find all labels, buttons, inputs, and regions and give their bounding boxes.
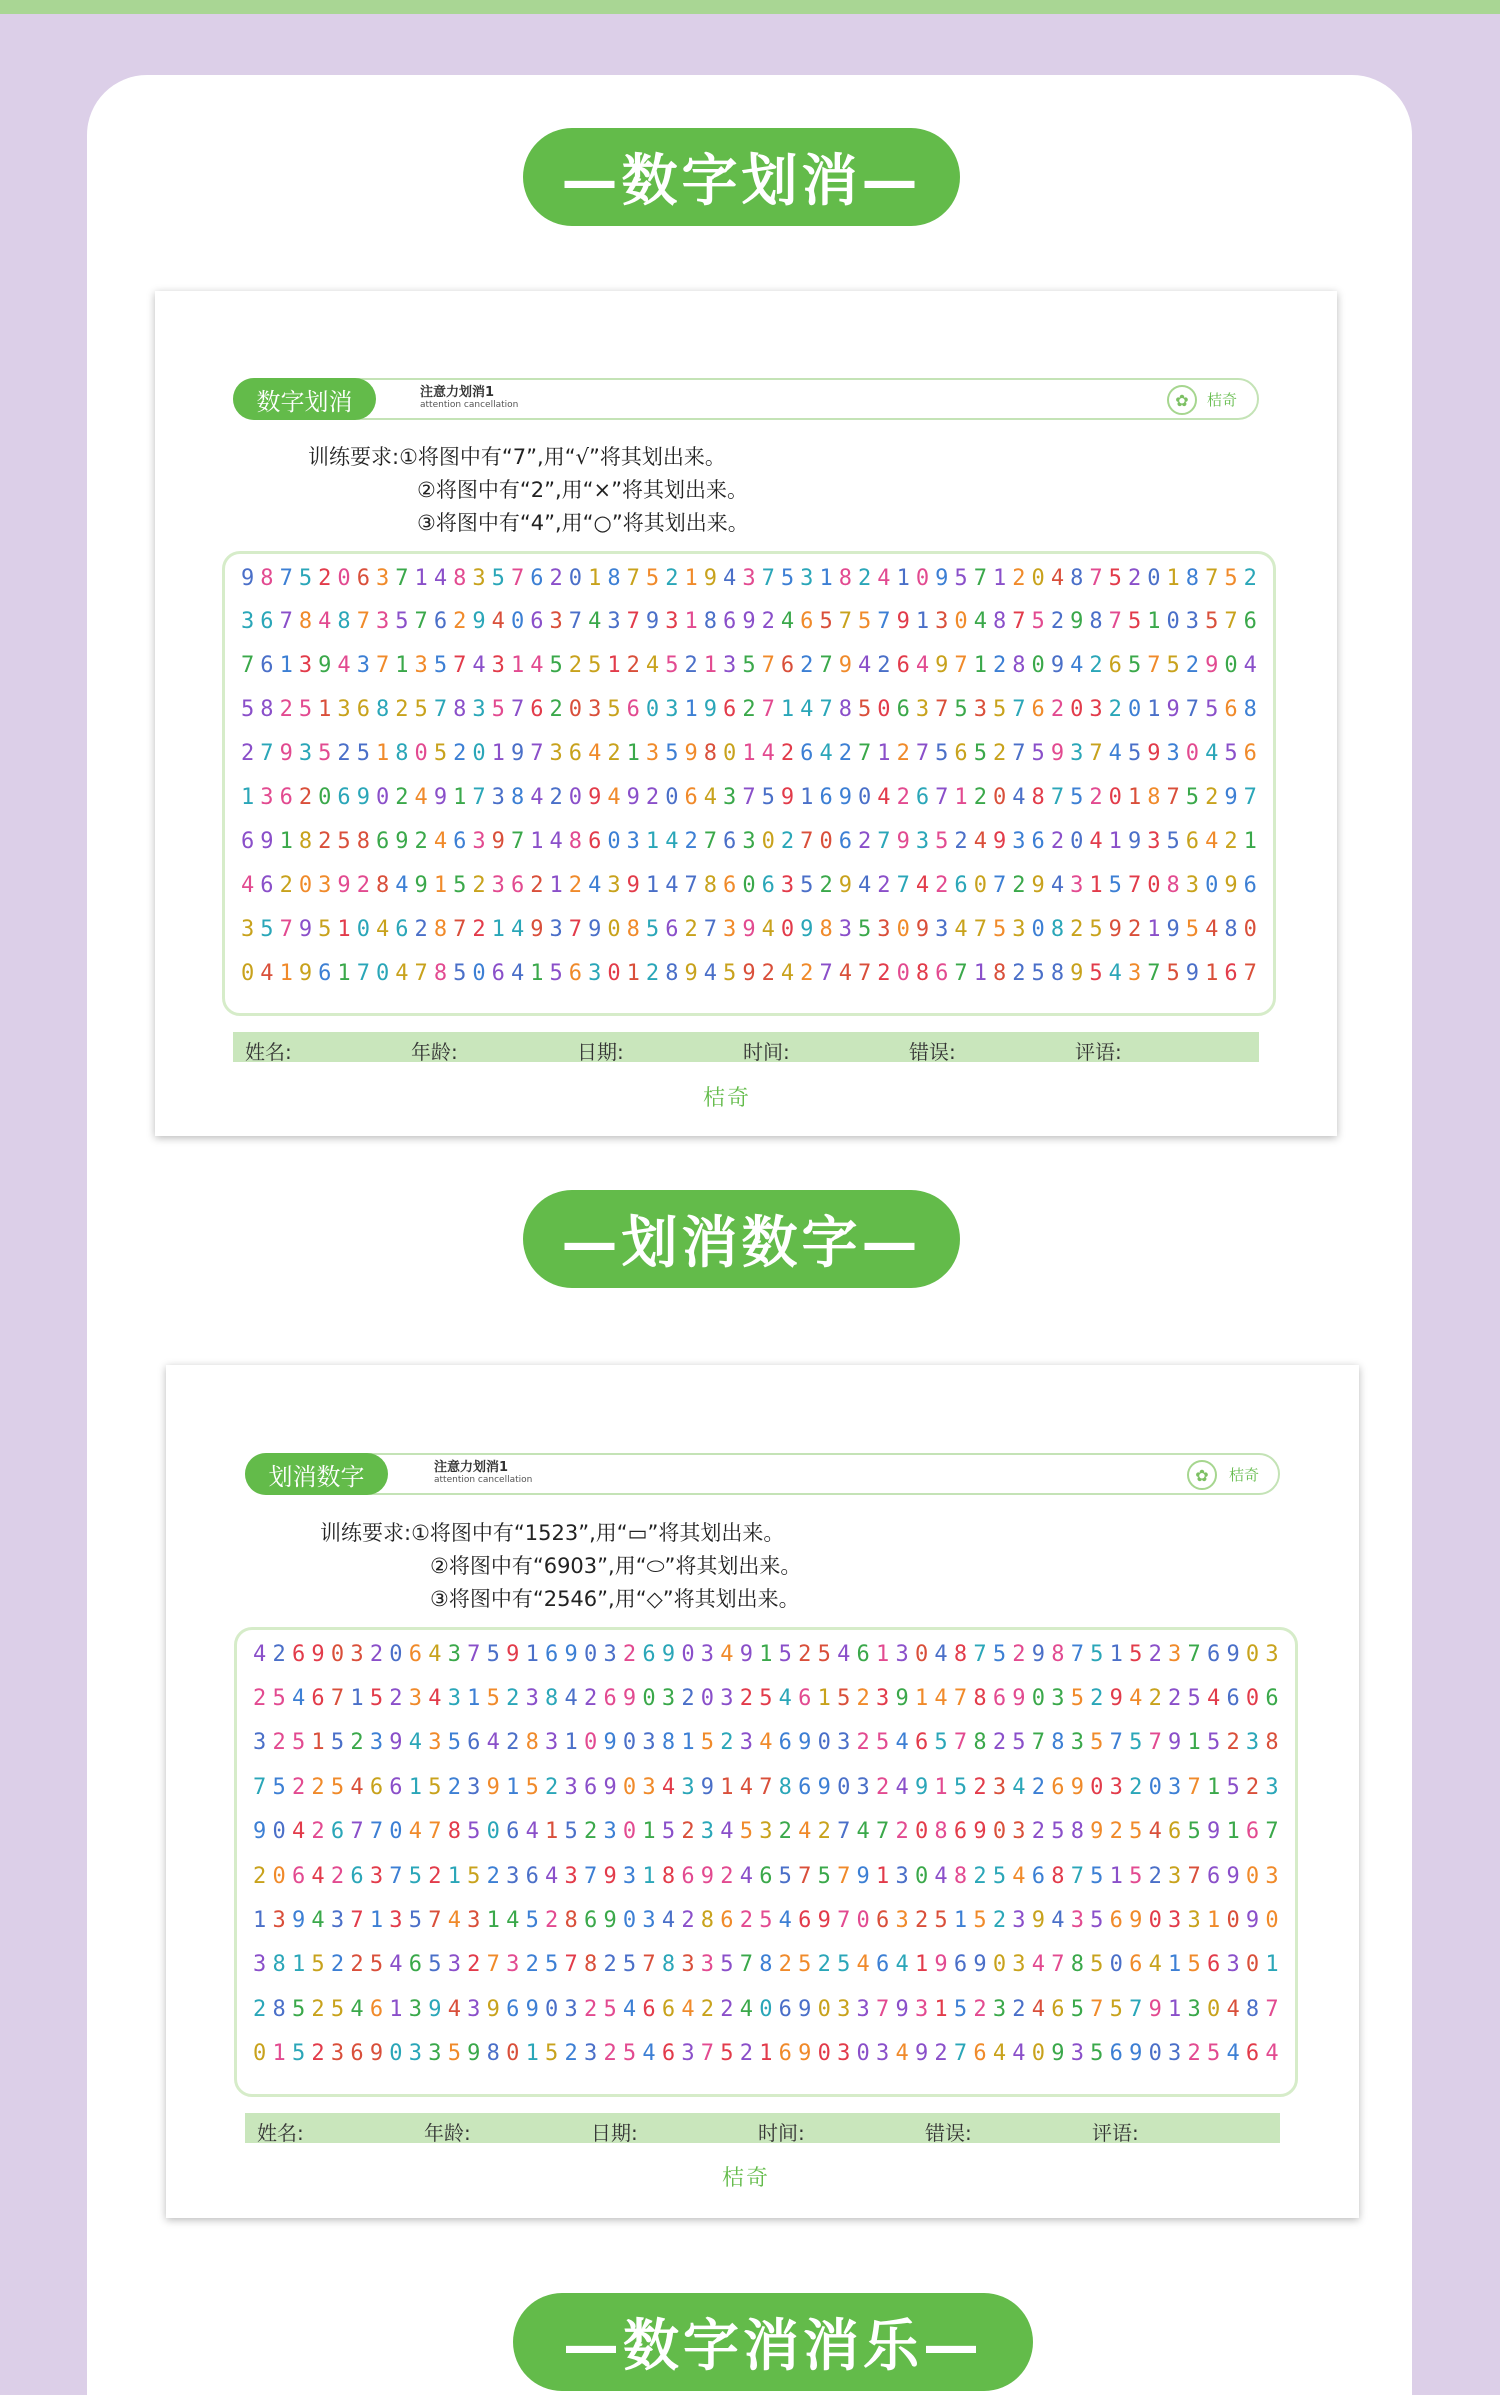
worksheet-subtitle-en: attention cancellation (434, 1475, 533, 1485)
digit-row: 9 8 7 5 2 0 6 3 7 1 4 8 3 5 7 6 2 0 1 8 7 5 2 1 9 4 3 7 5 3 1 8 2 4 1 0 9 5 7 1 2 0 4 8 7 5 2 0 1 8 7 5 2 (241, 565, 1257, 591)
footer-date-label: 日期: (577, 1040, 624, 1064)
footer-date-label: 日期: (591, 2121, 638, 2145)
digit-row: 1 3 9 4 3 7 1 3 5 7 4 3 1 4 5 2 8 6 9 0 3 4 2 8 6 2 5 4 6 9 7 0 6 3 2 5 1 5 2 3 9 4 3 5 6 9 0 3 3 1 0 9 0 (253, 1907, 1279, 1933)
requirement-line: ②将图中有“2”,用“×”将其划出来。 (417, 478, 748, 502)
footer-name-label: 姓名: (257, 2121, 304, 2145)
worksheet-1 (155, 291, 1337, 1136)
worksheet-2 (166, 1365, 1359, 2218)
requirement-line: 训练要求:①将图中有“1523”,用“▭”将其划出来。 (320, 1521, 785, 1545)
requirement-line: ②将图中有“6903”,用“⬭”将其划出来。 (430, 1554, 802, 1578)
digit-grid (234, 1627, 1298, 2097)
digit-row: 2 5 4 6 7 1 5 2 3 4 3 1 5 2 3 8 4 2 6 9 0 3 2 0 3 2 5 4 6 1 5 2 3 9 1 4 7 8 6 9 0 3 5 2 9 4 2 2 5 4 6 0 6 (253, 1685, 1279, 1711)
digit-row: 4 2 6 9 0 3 2 0 6 4 3 7 5 9 1 6 9 0 3 2 6 9 0 3 4 9 1 5 2 5 4 6 1 3 0 4 8 7 5 2 9 8 7 5 1 5 2 3 7 6 9 0 3 (253, 1641, 1279, 1667)
bottom-brand-logo: 桔奇 (703, 1086, 752, 1111)
worksheet-header (233, 378, 1259, 420)
footer-age-label: 年龄: (424, 2121, 471, 2145)
footer-comment-label: 评语: (1075, 1040, 1122, 1064)
digit-row: 3 6 7 8 4 8 7 3 5 7 6 2 9 4 0 6 3 7 4 3 7 9 3 1 8 6 9 2 4 6 5 7 5 7 9 1 3 0 4 8 7 5 2 9 8 7 5 1 0 3 5 7 6 (241, 609, 1257, 635)
footer-errors-label: 错误: (925, 2121, 972, 2145)
worksheet-subtitle: 注意力划消1 (434, 1460, 509, 1475)
footer-age-label: 年龄: (411, 1040, 458, 1064)
score-footer (245, 2113, 1280, 2143)
worksheet-subtitle: 注意力划消1 (420, 385, 495, 400)
digit-row: 7 5 2 2 5 4 6 6 1 5 2 3 9 1 5 2 3 6 9 0 3 4 3 9 1 4 7 8 6 9 0 3 2 4 9 1 5 2 3 4 2 6 9 0 3 2 0 3 7 1 5 2 3 (253, 1774, 1279, 1800)
digit-row: 3 5 7 9 5 1 0 4 6 2 8 7 2 1 4 9 3 7 9 0 8 5 6 2 7 3 9 4 0 9 8 3 5 3 0 9 3 4 7 5 3 0 8 2 5 9 2 1 9 5 4 8 0 (241, 916, 1257, 942)
requirement-line: ③将图中有“2546”,用“◇”将其划出来。 (430, 1587, 800, 1611)
digit-row: 1 3 6 2 0 6 9 0 2 4 9 1 7 3 8 4 2 0 9 4 9 2 0 6 4 3 7 5 9 1 6 9 0 4 2 6 7 1 2 0 4 8 7 5 2 0 1 8 7 5 2 9 7 (241, 785, 1257, 810)
digit-row: 6 9 1 8 2 5 8 6 9 2 4 6 3 9 7 1 4 8 6 0 3 1 4 2 7 6 3 0 2 7 0 6 2 7 9 3 5 2 4 9 3 6 2 0 4 1 9 3 5 6 4 2 1 (241, 828, 1257, 854)
footer-time-label: 时间: (758, 2121, 805, 2145)
section-title-1: —数字划消— (523, 128, 960, 226)
requirement-line: 训练要求:①将图中有“7”,用“√”将其划出来。 (308, 445, 726, 469)
brand-logo-icon: ✿ (1167, 385, 1197, 415)
digit-row: 0 1 5 2 3 6 9 0 3 3 5 9 8 0 1 5 2 3 2 5 4 6 3 7 5 2 1 6 9 0 3 0 3 4 9 2 7 6 4 4 0 9 3 5 6 9 0 3 2 5 4 6 4 (253, 2041, 1279, 2067)
worksheet-subtitle-en: attention cancellation (420, 400, 519, 410)
digit-row: 4 6 2 0 3 9 2 8 4 9 1 5 2 3 6 2 1 2 4 3 9 1 4 7 8 6 0 6 3 5 2 9 4 2 7 4 2 6 0 7 2 9 4 3 1 5 7 0 8 3 0 9 6 (241, 872, 1257, 898)
brand-logo-icon: ✿ (1187, 1460, 1217, 1490)
brand-name: 桔奇 (1229, 1466, 1260, 1484)
score-footer (233, 1032, 1259, 1062)
digit-row: 2 8 5 2 5 4 6 1 3 9 4 3 9 6 9 0 3 2 5 4 6 6 4 2 2 4 0 6 9 0 3 3 7 9 3 1 5 2 3 2 4 6 5 7 5 7 9 1 3 0 4 8 7 (253, 1996, 1279, 2022)
content-card (87, 75, 1412, 2395)
bottom-brand-logo: 桔奇 (722, 2166, 771, 2191)
digit-row: 3 2 5 1 5 2 3 9 4 3 5 6 4 2 8 3 1 0 9 0 3 8 1 5 2 3 4 6 9 0 3 2 5 4 6 5 7 8 2 5 7 8 3 5 7 5 7 9 1 5 2 3 8 (253, 1730, 1279, 1756)
digit-row: 0 4 1 9 6 1 7 0 4 7 8 5 0 6 4 1 5 6 3 0 1 2 8 9 4 5 9 2 4 2 7 4 7 2 0 8 6 7 1 8 2 5 8 9 5 4 3 7 5 9 1 6 7 (241, 960, 1257, 986)
section-title-2: —划消数字— (523, 1190, 960, 1288)
brand-name: 桔奇 (1207, 391, 1238, 409)
top-accent-bar (0, 0, 1500, 14)
section-title-3: —数字消消乐— (513, 2293, 1033, 2391)
digit-row: 3 8 1 5 2 2 5 4 6 5 3 2 7 3 2 5 7 8 2 5 7 8 3 3 5 7 8 2 5 2 5 4 6 4 1 9 6 9 0 3 4 7 8 5 0 6 4 1 5 6 3 0 1 (253, 1952, 1279, 1978)
digit-grid (222, 551, 1276, 1016)
footer-comment-label: 评语: (1092, 2121, 1139, 2145)
worksheet-tag: 划消数字 (245, 1453, 388, 1495)
requirement-line: ③将图中有“4”,用“○”将其划出来。 (417, 511, 749, 535)
digit-row: 7 6 1 3 9 4 3 7 1 3 5 7 4 3 1 4 5 2 5 1 2 4 5 2 1 3 5 7 6 2 7 9 4 2 6 4 9 7 1 2 8 0 9 4 2 6 5 7 5 2 9 0 4 (241, 653, 1257, 679)
footer-time-label: 时间: (743, 1040, 790, 1064)
footer-errors-label: 错误: (909, 1040, 956, 1064)
footer-name-label: 姓名: (245, 1040, 292, 1064)
digit-row: 2 7 9 3 5 2 5 1 8 0 5 2 0 1 9 7 3 6 4 2 1 3 5 9 8 0 1 4 2 6 4 2 7 1 2 7 5 6 5 2 7 5 9 3 7 4 5 9 3 0 4 5 6 (241, 741, 1257, 767)
digit-row: 9 0 4 2 6 7 7 0 4 7 8 5 0 6 4 1 5 2 3 0 1 5 2 3 4 5 3 2 4 2 7 4 7 2 0 8 6 9 0 3 2 5 8 9 2 5 4 6 5 9 1 6 7 (253, 1819, 1279, 1845)
digit-row: 5 8 2 5 1 3 6 8 2 5 7 8 3 5 7 6 2 0 3 5 6 0 3 1 9 6 2 7 1 4 7 8 5 0 6 3 7 5 3 5 7 6 2 0 3 2 0 1 9 7 5 6 8 (241, 697, 1257, 723)
worksheet-tag: 数字划消 (233, 378, 376, 420)
worksheet-header (245, 1453, 1280, 1495)
digit-row: 2 0 6 4 2 6 3 7 5 2 1 5 2 3 6 4 3 7 9 3 1 8 6 9 2 4 6 5 7 5 7 9 1 3 0 4 8 2 5 4 6 8 7 5 1 5 2 3 7 6 9 0 3 (253, 1863, 1279, 1889)
